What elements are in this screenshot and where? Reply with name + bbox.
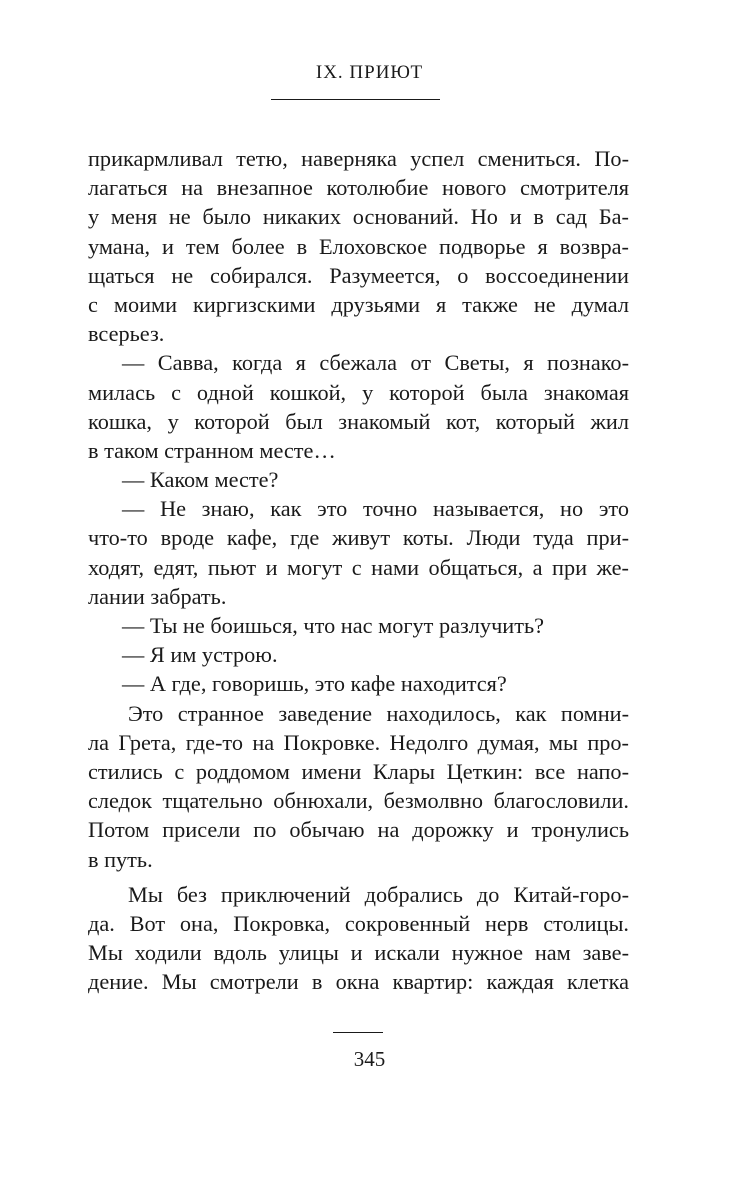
text-line: — А где, говоришь, это кафе находится? xyxy=(122,671,507,697)
body-text xyxy=(88,144,629,996)
text-line: Мы без приключений добрались до Китай-горо- xyxy=(128,881,629,907)
text-line: следок тщательно обнюхали, безмолвно благословили. xyxy=(88,788,629,814)
text-line: щаться не собирался. Разумеется, о воссоединении xyxy=(88,262,629,288)
text-line: что-то вроде кафе, где живут коты. Люди туда при- xyxy=(88,525,629,551)
header-rule xyxy=(271,99,440,100)
running-head: IX. ПРИЮТ xyxy=(315,62,424,83)
text-line: с моими киргизскими друзьями я также не думал xyxy=(88,291,629,317)
text-line: ходят, едят, пьют и могут с нами общаться, а при же- xyxy=(88,554,629,580)
text-line: дение. Мы смотрели в окна квартир: каждая клетка xyxy=(88,969,629,995)
text-line: — Я им устрою. xyxy=(122,642,278,668)
text-line: в путь. xyxy=(88,846,153,872)
text-line: ла Грета, где-то на Покровке. Недолго думая, мы про- xyxy=(88,729,629,755)
text-line: Это странное заведение находилось, как помни- xyxy=(128,700,629,726)
text-line: в таком странном месте… xyxy=(88,437,336,463)
text-line: Мы ходили вдоль улицы и искали нужное нам заве- xyxy=(88,940,629,966)
text-line: да. Вот она, Покровка, сокровенный нерв столицы. xyxy=(88,910,629,936)
text-line: — Не знаю, как это точно называется, но это xyxy=(122,496,629,522)
text-line: Потом присели по обычаю на дорожку и тронулись xyxy=(88,817,629,843)
footer-rule xyxy=(333,1032,383,1033)
text-line: милась с одной кошкой, у которой была знакомая xyxy=(88,379,629,405)
page-number: 345 xyxy=(353,1047,386,1071)
text-line: лании забрать. xyxy=(88,583,227,609)
text-line: — Савва, когда я сбежала от Светы, я познако- xyxy=(122,350,629,376)
text-line: прикармливал тетю, наверняка успел смениться. По- xyxy=(88,146,629,171)
text-line: умана, и тем более в Елоховское подворье я возвра- xyxy=(88,233,629,259)
text-line: кошка, у которой был знакомый кот, который жил xyxy=(88,408,629,434)
text-line: всерьез. xyxy=(88,321,165,347)
text-line: у меня не было никаких оснований. Но и в сад Ба- xyxy=(88,204,629,230)
text-line: стились с роддомом имени Клары Цеткин: все напо- xyxy=(88,758,629,784)
text-line: лагаться на внезапное котолюбие нового смотрителя xyxy=(88,175,629,201)
text-line: — Ты не боишься, что нас могут разлучить? xyxy=(122,613,545,638)
text-line: — Каком месте? xyxy=(122,467,279,493)
